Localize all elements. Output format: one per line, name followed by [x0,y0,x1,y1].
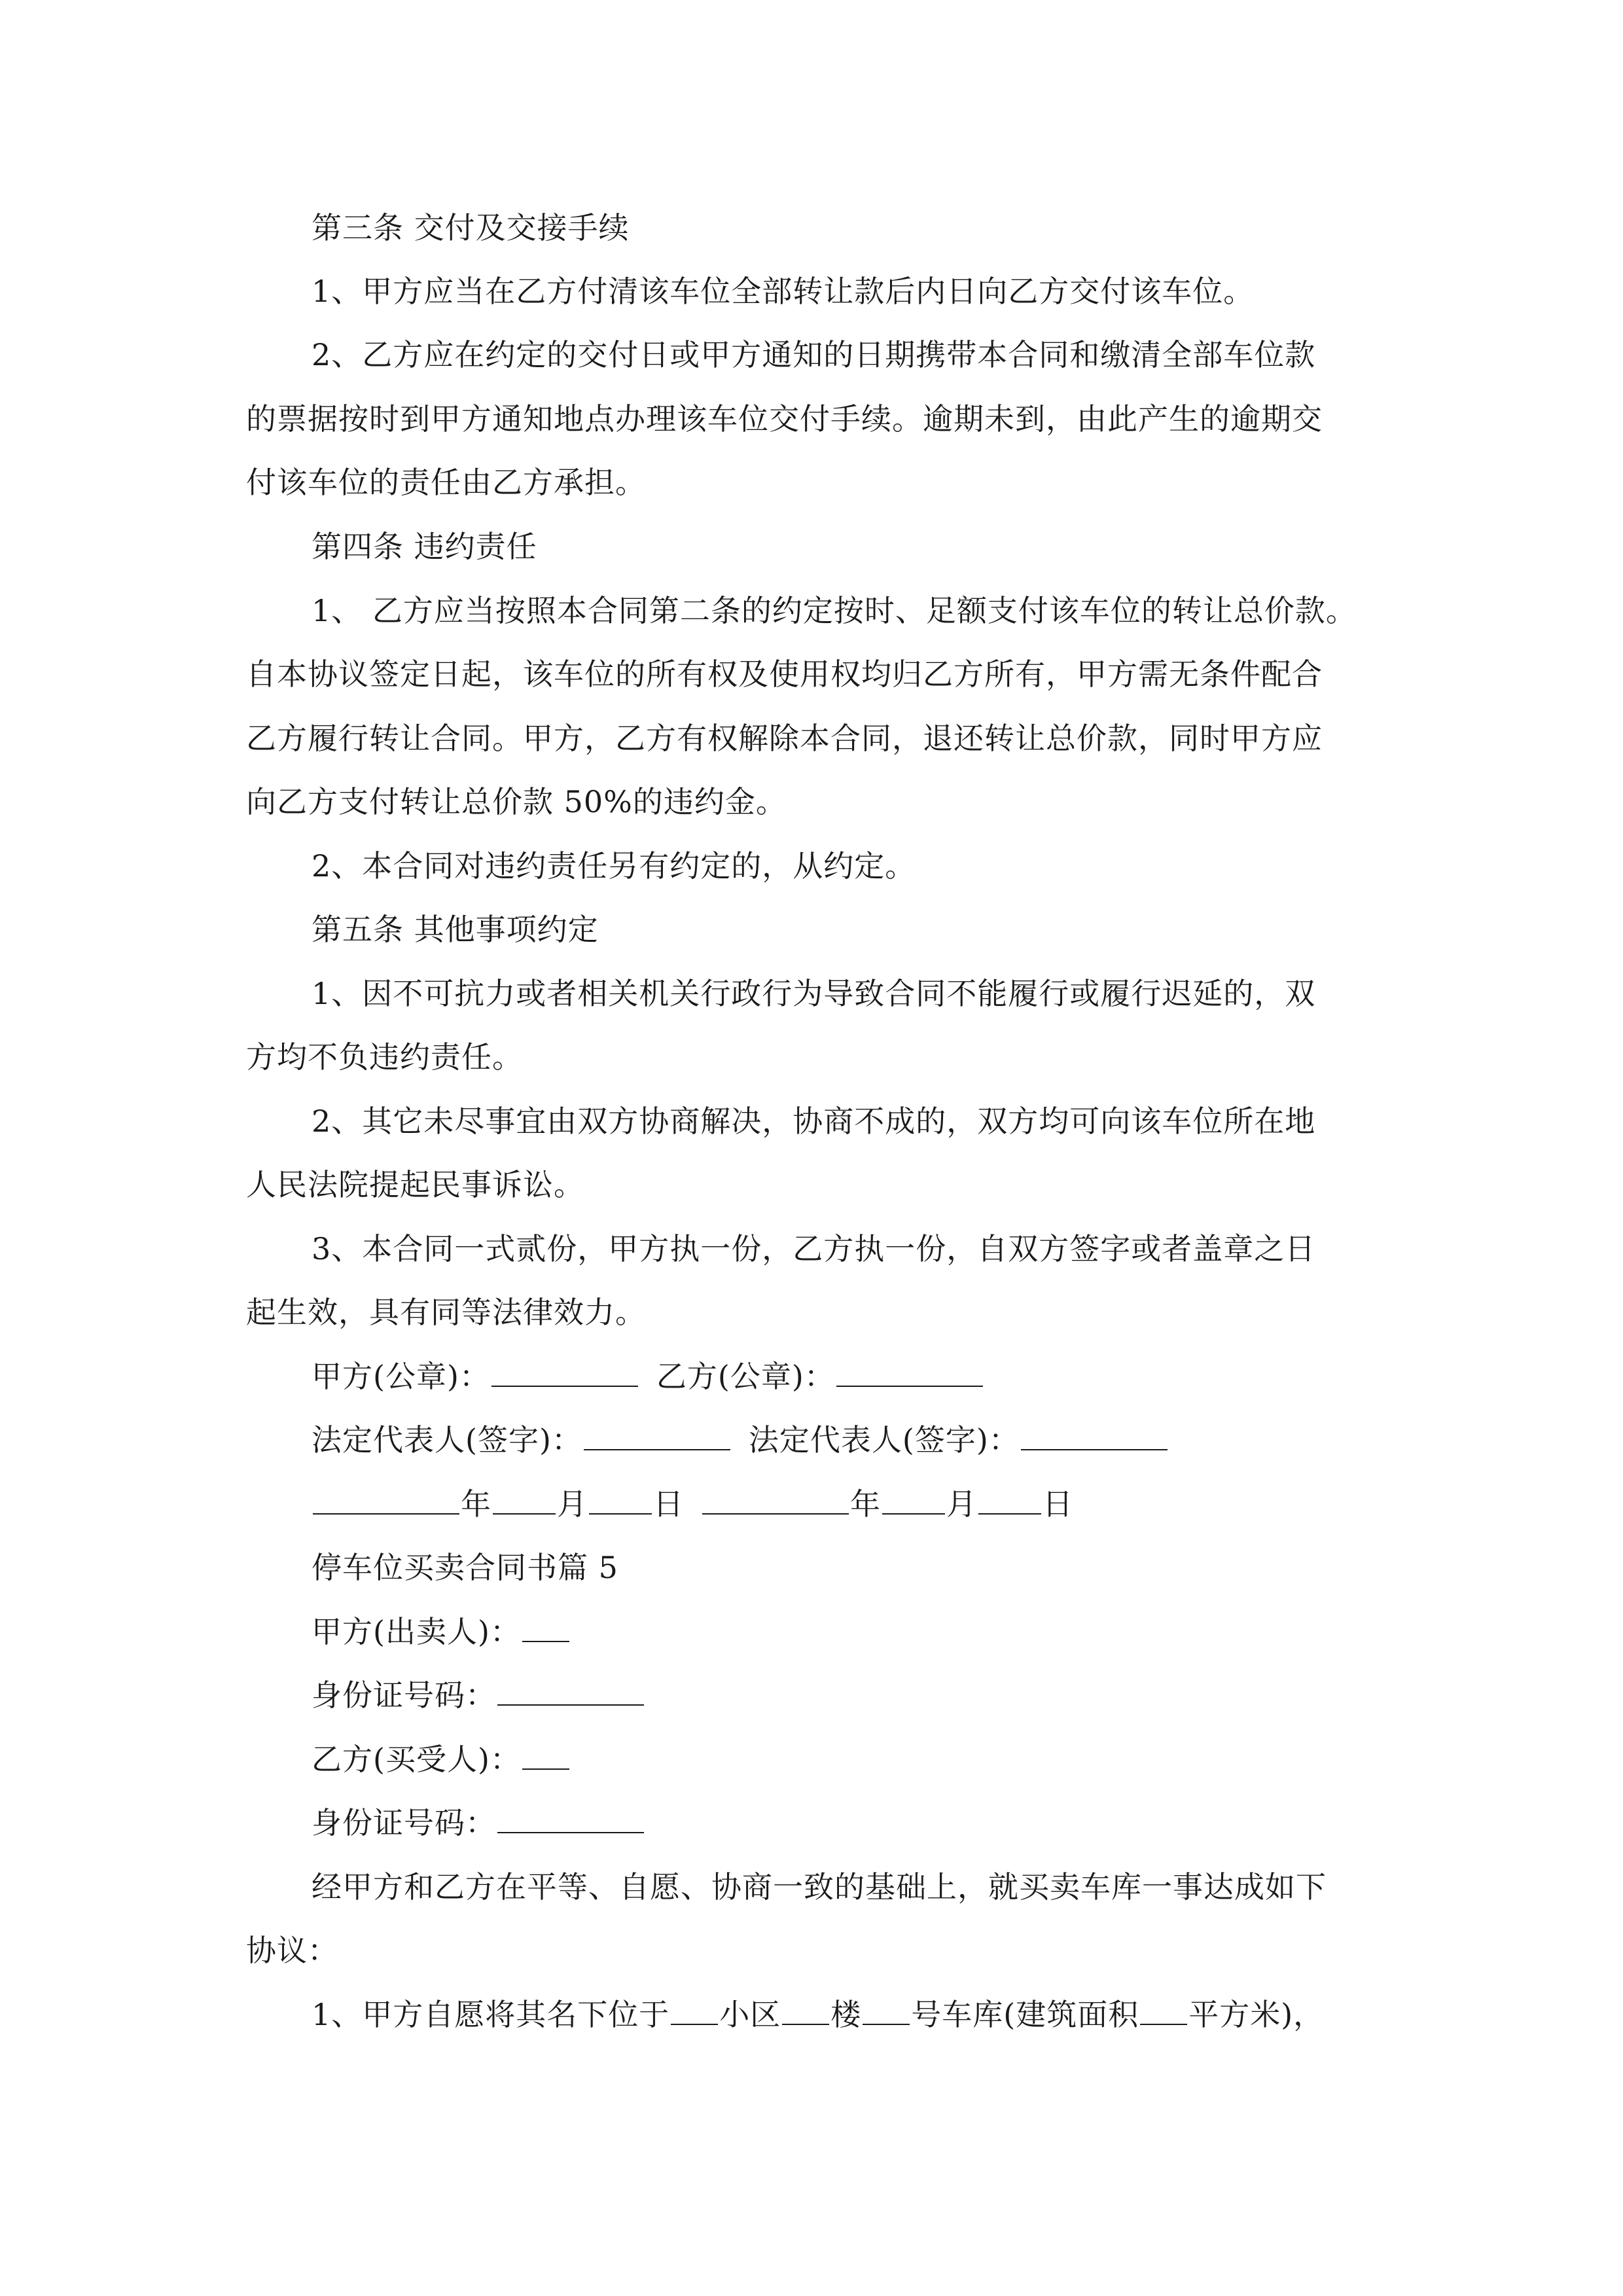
community-blank [671,1999,718,2025]
contract5-title: 停车位买卖合同书篇 5 [312,1550,618,1585]
buyer-id-label: 身份证号码： [312,1805,496,1840]
year-b-label: 年 [850,1486,881,1522]
rep-b-blank [1021,1424,1168,1450]
item1-part2: 小区 [719,1997,781,2032]
buyer-blank [522,1744,569,1770]
seal-line [312,1357,984,1396]
article4-clause1-line4: 向乙方支付转让总价款 50%的违约金。 [246,784,787,819]
area-blank [1140,1999,1187,2025]
rep-a-label: 法定代表人(签字)： [312,1422,582,1458]
garage-number-blank [863,1999,910,2025]
item1-part1: 1、甲方自愿将其名下位于 [312,1997,670,2032]
day-b-blank [978,1488,1041,1515]
building-blank [782,1999,829,2025]
party-b-seal-blank [836,1361,983,1387]
article4-clause1-line3: 乙方履行转让合同。甲方，乙方有权解除本合同，退还转让总价款，同时甲方应 [246,721,1323,756]
article3-clause2-line1: 2、乙方应在约定的交付日或甲方通知的日期携带本合同和缴清全部车位款 [312,337,1316,372]
seller-line [312,1612,571,1651]
article5-clause2-line1: 2、其它未尽事宜由双方协商解决，协商不成的，双方均可向该车位所在地 [312,1103,1316,1139]
rep-a-blank [584,1424,730,1450]
month-b-label: 月 [946,1486,977,1522]
article4-clause1-line1: 1、 乙方应当按照本合同第二条的约定按时、足额支付该车位的转让总价款。 [312,593,1357,628]
date-line [312,1484,1073,1524]
day-a-blank [589,1488,652,1515]
item1-part4: 号车库(建筑面积 [911,1997,1139,2032]
seller-label: 甲方(出卖人)： [312,1614,521,1649]
article5-clause3-line1: 3、本合同一式贰份，甲方执一份，乙方执一份，自双方签字或者盖章之日 [312,1231,1316,1266]
party-a-seal-blank [491,1361,638,1387]
day-b-label: 日 [1043,1486,1073,1522]
rep-b-label: 法定代表人(签字)： [748,1422,1020,1458]
seller-blank [522,1616,569,1642]
month-a-label: 月 [557,1486,588,1522]
item1-part3: 楼 [830,1997,862,2032]
day-a-label: 日 [653,1486,684,1522]
article4-clause2: 2、本合同对违约责任另有约定的，从约定。 [312,848,916,884]
representative-line [312,1420,1169,1460]
item1-part5: 平方米)， [1188,1997,1325,2032]
article5-clause1-line2: 方均不负违约责任。 [246,1039,523,1075]
article5-clause3-line2: 起生效，具有同等法律效力。 [246,1295,646,1330]
party-b-seal-label: 乙方(公章)： [656,1359,835,1394]
preamble-line1: 经甲方和乙方在平等、自愿、协商一致的基础上，就买卖车库一事达成如下 [312,1869,1327,1905]
article5-clause2-line2: 人民法院提起民事诉讼。 [246,1167,584,1202]
seller-id-blank [497,1679,644,1706]
year-a-label: 年 [461,1486,491,1522]
article4-heading: 第四条 违约责任 [312,529,537,564]
seller-id-label: 身份证号码： [312,1677,496,1713]
article3-clause1: 1、甲方应当在乙方付清该车位全部转让款后内日向乙方交付该车位。 [312,274,1255,309]
item1-line [312,1995,1324,2034]
party-a-seal-label: 甲方(公章)： [312,1359,490,1394]
article3-clause2-line3: 付该车位的责任由乙方承担。 [246,465,646,500]
buyer-label: 乙方(买受人)： [312,1742,521,1777]
article5-clause1-line1: 1、因不可抗力或者相关机关行政行为导致合同不能履行或履行迟延的，双 [312,976,1316,1011]
buyer-line [312,1740,571,1779]
buyer-id-blank [497,1807,644,1833]
year-a-blank [313,1488,459,1515]
month-a-blank [493,1488,556,1515]
article5-heading: 第五条 其他事项约定 [312,912,599,947]
preamble-line2: 协议： [246,1933,338,1968]
year-b-blank [702,1488,849,1515]
seller-id-line [312,1676,645,1715]
article3-heading: 第三条 交付及交接手续 [312,210,630,245]
month-b-blank [882,1488,945,1515]
article3-clause2-line2: 的票据按时到甲方通知地点办理该车位交付手续。逾期未到，由此产生的逾期交 [246,401,1323,437]
article4-clause1-line2: 自本协议签定日起，该车位的所有权及使用权均归乙方所有，甲方需无条件配合 [246,656,1323,692]
buyer-id-line [312,1803,645,1842]
